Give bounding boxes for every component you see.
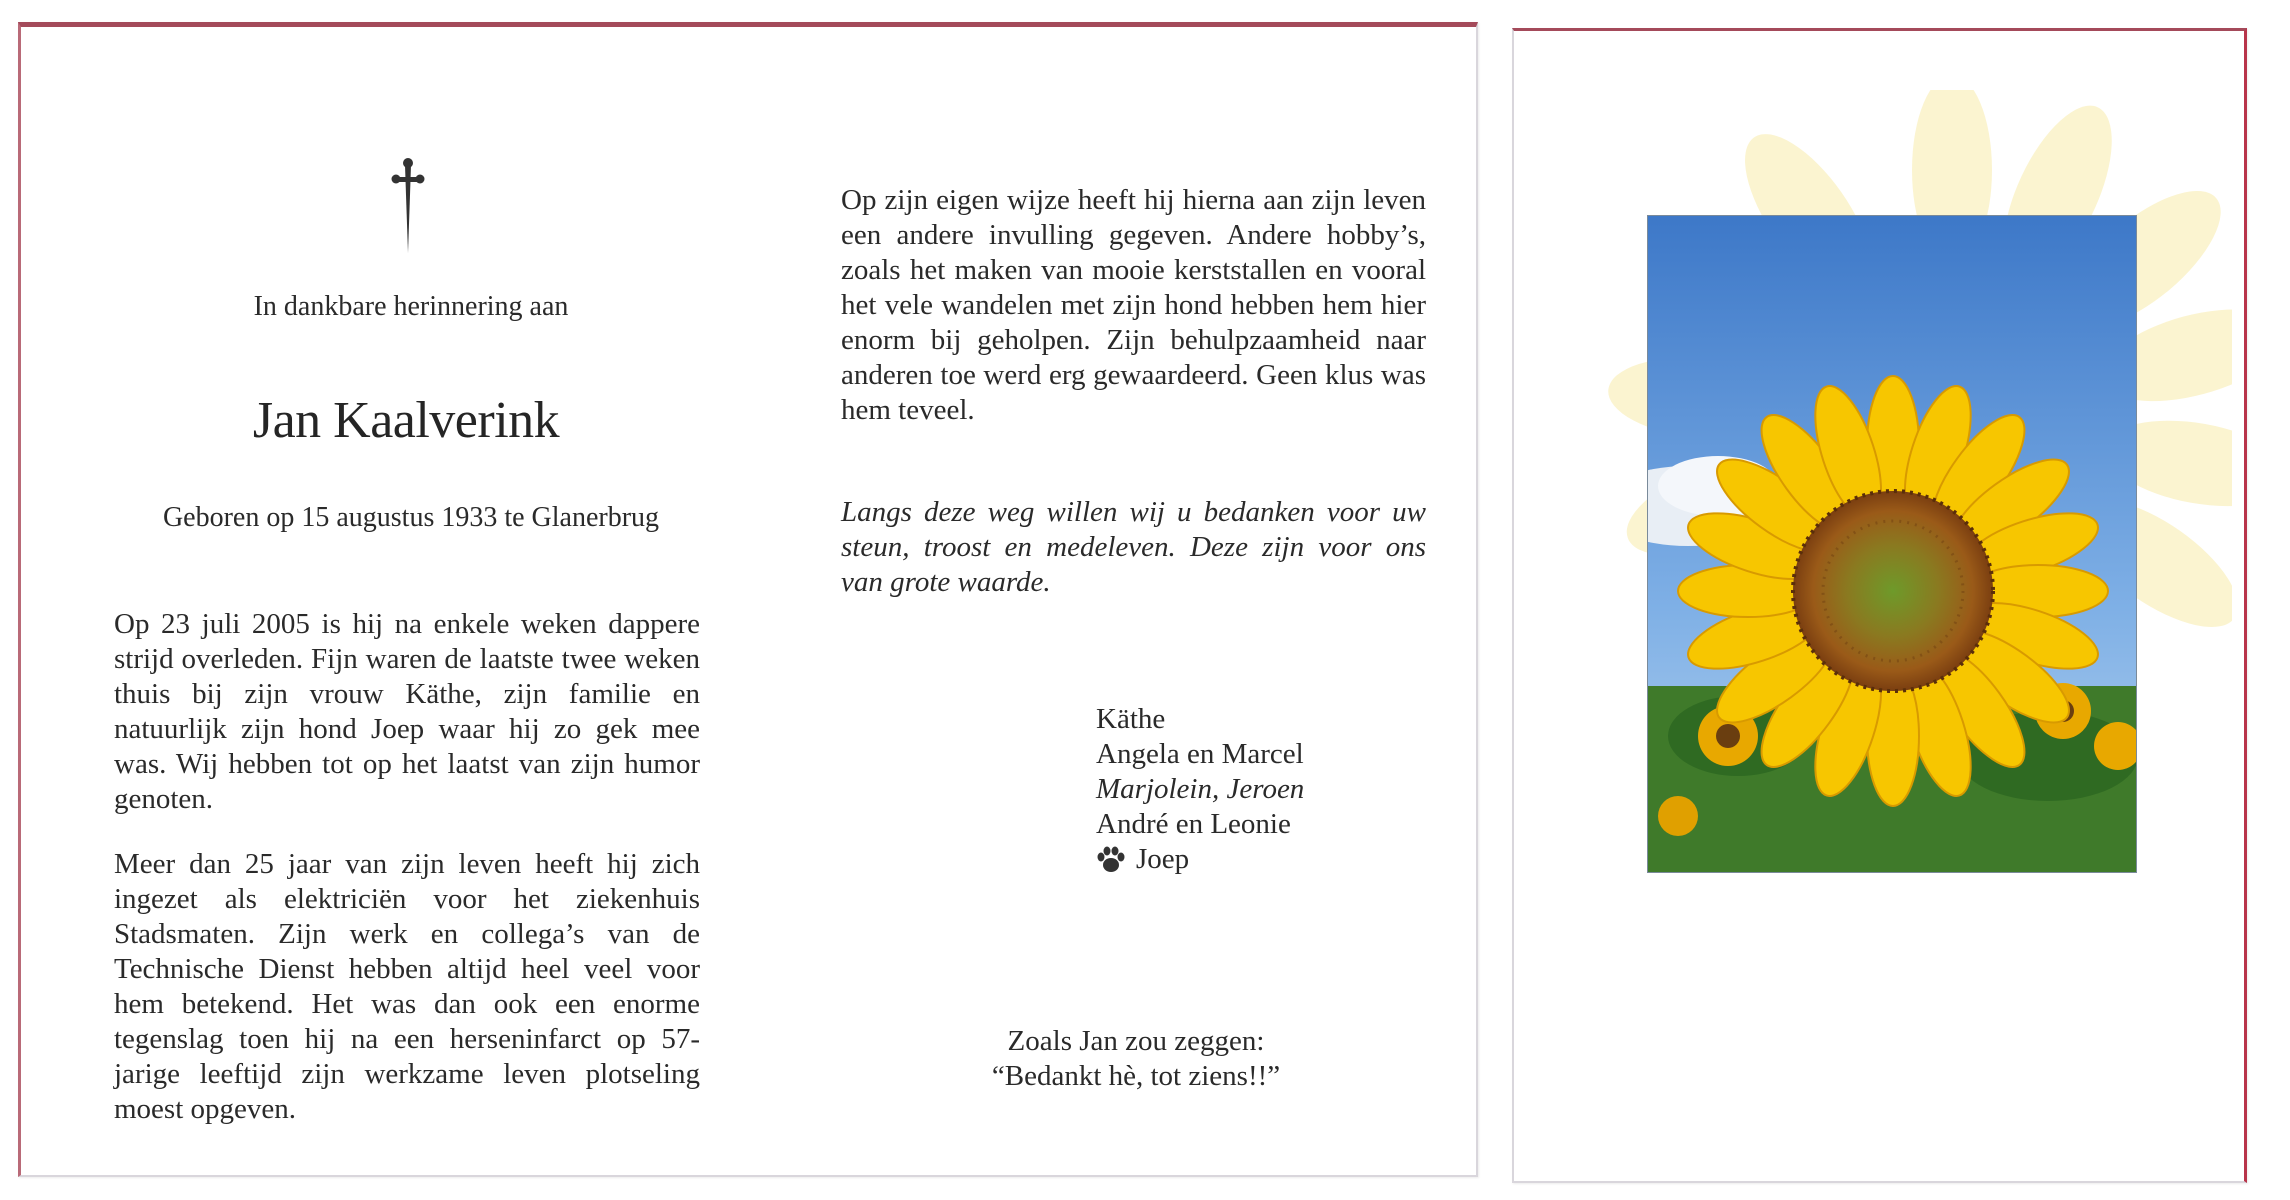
cross-icon	[383, 155, 433, 255]
sunflower-illustration	[1648, 216, 2136, 872]
paragraph-career: Meer dan 25 jaar van zijn leven heeft hij zich ingezet als elektriciën voor het ziekenhuis Stadsmaten. Zijn werk en collega’s van de Technische Dienst hebben altijd heel veel voor hem betekend. Het was dan ook een enorme tegenslag toen hij na een herseninfarct op 57-jarige leeftijd zijn werkzame leven plotseling moest opgeven.	[114, 848, 700, 1125]
pet-line	[1096, 842, 1304, 877]
family-signature	[1096, 702, 1304, 877]
quote-intro: Zoals Jan zou zeggen:	[1007, 1025, 1265, 1057]
family-line: André en Leonie	[1096, 808, 1291, 840]
birth-line: Geboren op 15 augustus 1933 te Glanerbrug	[162, 502, 660, 533]
closing-quote	[921, 1024, 1351, 1094]
family-line: Angela en Marcel	[1096, 738, 1304, 770]
paragraph-hobbies: Op zijn eigen wijze heeft hij hierna aan zijn leven een andere invulling gegeven. Andere hobby’s, zoals het maken van mooie kerststallen en vooral het vele wandelen met zijn hond hebben hem hier enorm bij geholpen. Zijn behulpzaamheid naar anderen toe werd erg gewaardeerd. Geen klus was hem teveel.	[841, 184, 1426, 426]
deceased-name: Jan Kaalverink	[252, 392, 560, 449]
paragraph-death: Op 23 juli 2005 is hij na enkele weken dappere strijd overleden. Fijn waren de laatste twee weken thuis bij zijn vrouw Käthe, zijn familie en natuurlijk zijn hond Joep waar hij zo gek mee was. Wij hebben tot op het laatst van zijn humor genoten.	[114, 608, 700, 815]
memorial-card-inside	[18, 22, 1478, 1177]
thanks-text: Langs deze weg willen wij u bedanken voor uw steun, troost en medeleven. Deze zijn voor ons van grote waarde.	[841, 496, 1426, 598]
pet-name: Joep	[1136, 843, 1190, 875]
intro-text: In dankbare herinnering aan	[253, 291, 569, 322]
quote-text: “Bedankt hè, tot ziens!!”	[991, 1060, 1281, 1092]
paw-icon	[1096, 846, 1126, 874]
sunflower-photo	[1647, 215, 2137, 873]
family-line: Marjolein, Jeroen	[1096, 773, 1305, 805]
family-line: Käthe	[1096, 703, 1166, 735]
